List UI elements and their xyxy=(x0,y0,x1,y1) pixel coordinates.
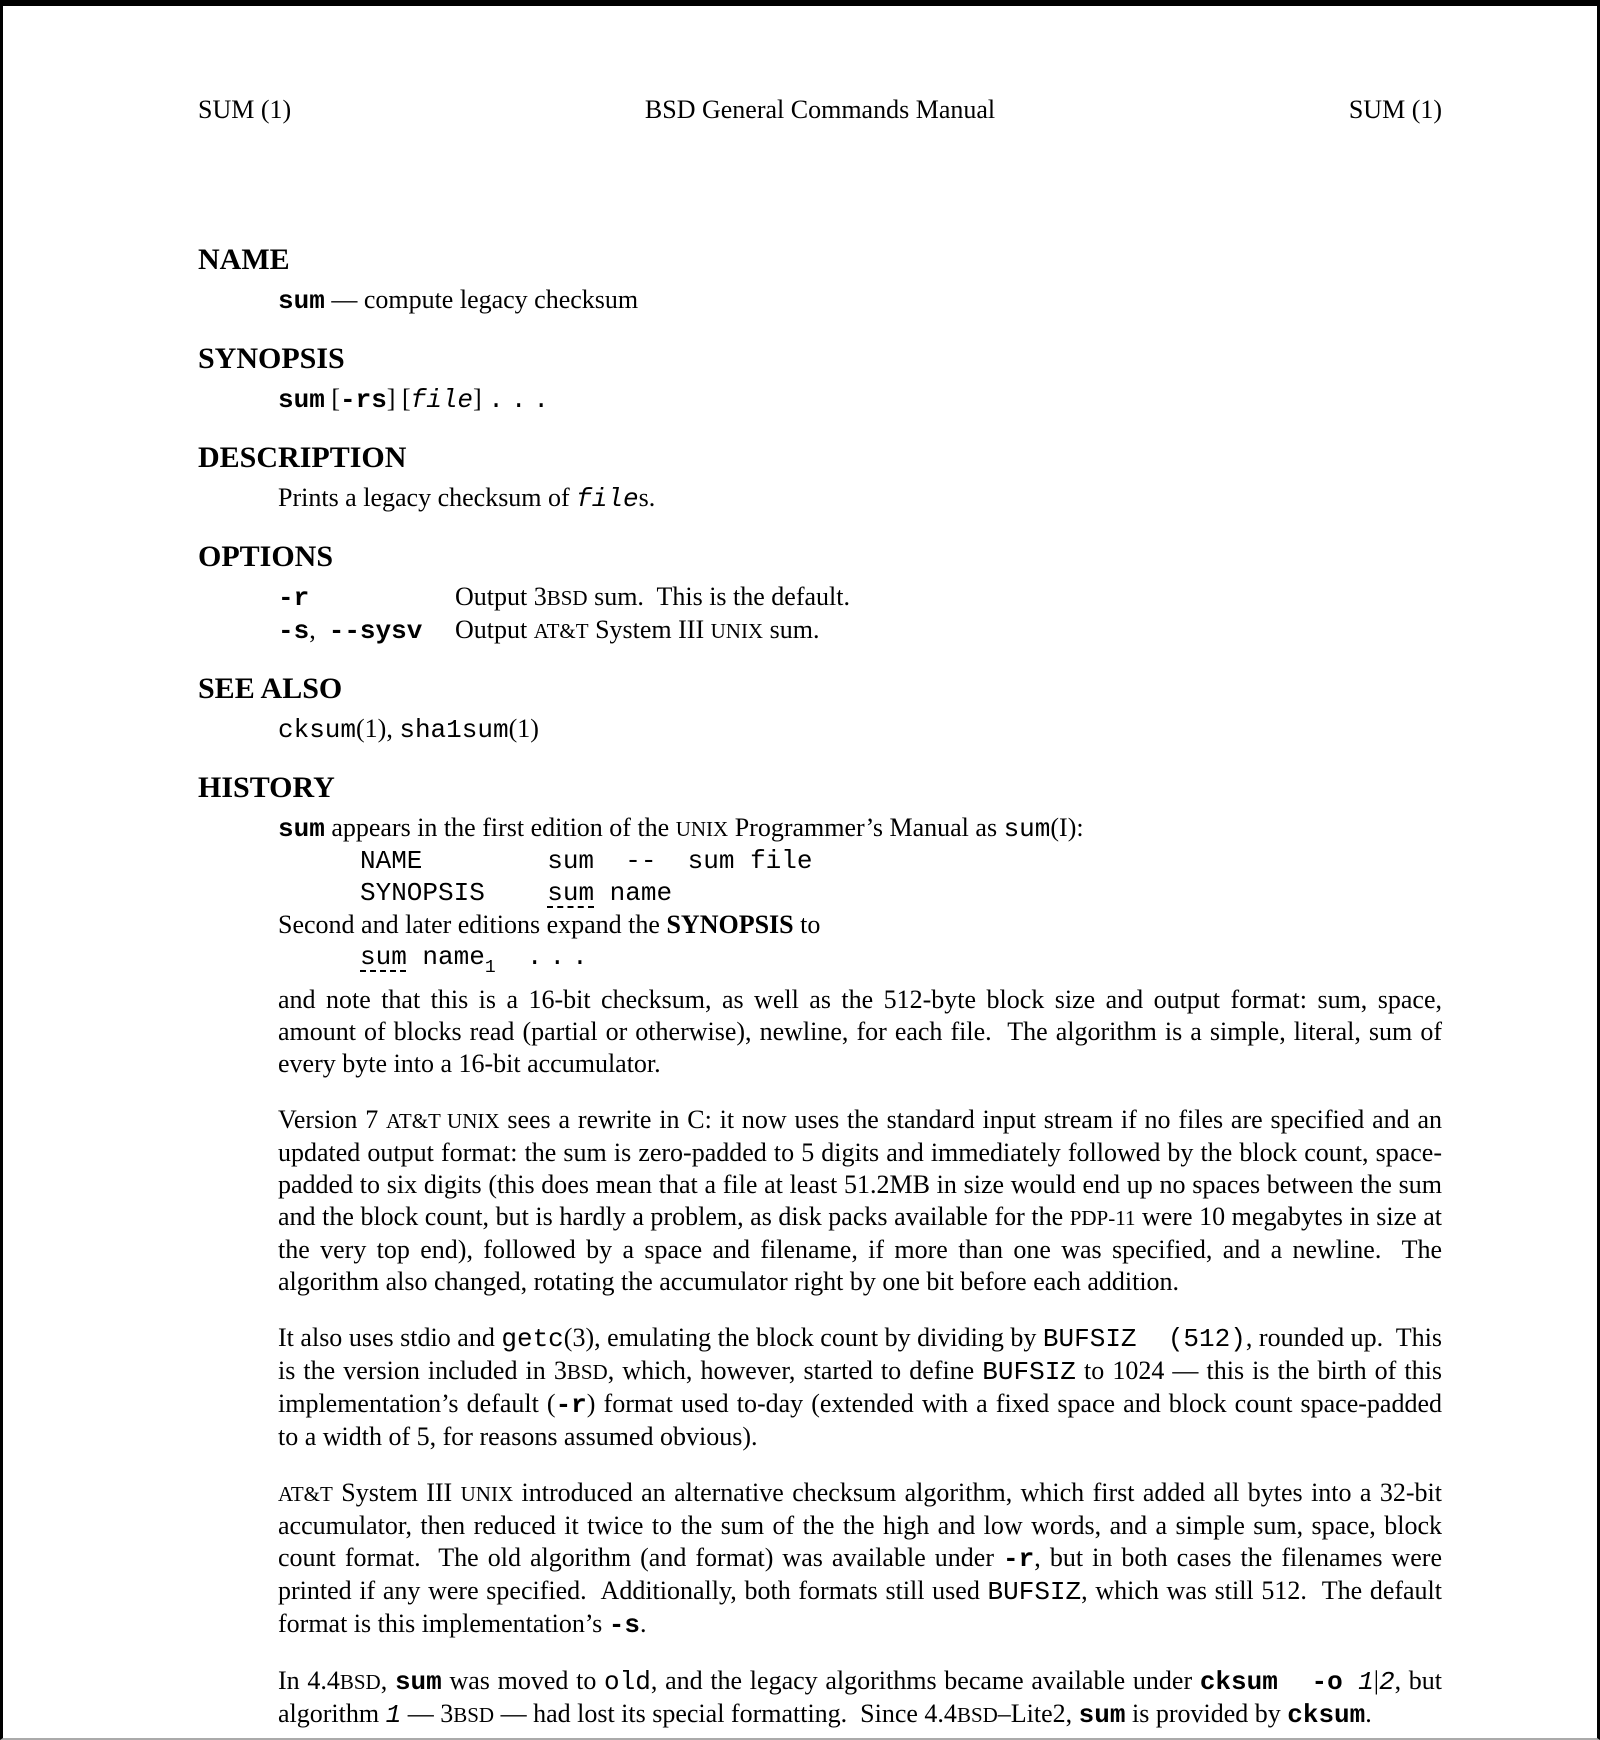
history-paragraph-44bsd: In 4.4BSD, sum was moved to old, and the legacy algorithms became available under cksum -o 1|2, but algorithm 1 — 3BSD — had lost its special formatting. Since 4.4BSD–Lite2, sum is provided by cksum. xyxy=(278,1666,1449,1730)
option-row xyxy=(278,581,1442,614)
section-heading-name: NAME xyxy=(198,243,290,276)
history-code-excerpt-line: NAME sum -- sum file xyxy=(360,846,813,876)
section-heading-synopsis: SYNOPSIS xyxy=(198,342,345,375)
option-description: Output 3BSD sum. This is the default. xyxy=(455,582,850,611)
see-also-section-body xyxy=(278,713,1442,746)
header-left-title: SUM (1) xyxy=(198,95,292,124)
option-description: Output AT&T System III UNIX sum. xyxy=(455,615,820,644)
history-section-body xyxy=(278,812,1449,1731)
history-paragraph-intro: sum appears in the first edition of the UNIX Programmer’s Manual as sum(I): xyxy=(278,813,1084,844)
description-section-body xyxy=(278,482,1442,515)
synopsis-section-body xyxy=(278,383,1442,416)
section-heading-description: DESCRIPTION xyxy=(198,441,407,474)
history-paragraph-expand: Second and later editions expand the SYNOPSIS to xyxy=(278,910,821,939)
history-code-excerpt-line: sum name$_1$ ... xyxy=(360,942,595,978)
header-right-title: SUM (1) xyxy=(1348,95,1443,124)
name-line: sum — compute legacy checksum xyxy=(278,285,639,316)
history-paragraph-checksum: and note that this is a 16-bit checksum, as well as the 512-byte block size and output format: sum, space, amount of blocks read (partial or otherwise), newline, for each file. The algorithm is a simple, literal, sum of every byte into a 16-bit accumulator. xyxy=(278,985,1449,1078)
option-flag: -r xyxy=(278,583,310,613)
name-section-body xyxy=(278,284,1442,317)
header-center-title: BSD General Commands Manual xyxy=(644,95,996,124)
page-header xyxy=(198,94,1442,126)
synopsis-line: sum [-rs] [file] ... xyxy=(278,384,557,415)
history-paragraph-system3: AT&T System III UNIX introduced an alternative checksum algorithm, which first added all bytes into a 32-bit accumulator, then reduced it twice to the sum of the the high and low words, and a simple sum, space, block count format. The old algorithm (and format) was available under -r, but in both cases the filenames were printed if any were specified. Additionally, both formats still used BUFSIZ, which was still 512. The default format is this implementation’s -s. xyxy=(278,1478,1449,1640)
section-heading-options: OPTIONS xyxy=(198,540,334,573)
history-code-excerpt-line: SYNOPSIS sum name xyxy=(360,878,673,908)
options-list xyxy=(278,581,1442,647)
section-heading-see-also: SEE ALSO xyxy=(198,672,343,705)
section-heading-history: HISTORY xyxy=(198,771,335,804)
description-line: Prints a legacy checksum of files. xyxy=(278,483,656,514)
manual-body xyxy=(198,243,1449,1731)
history-paragraph-version7: Version 7 AT&T UNIX sees a rewrite in C: it now uses the standard input stream if no files are specified and an updated output format: the sum is zero-padded to 5 digits and immediately followed by the block count, space-padded to six digits (this does mean that a file at least 51.2MB in size would end up no spaces between the sum and the block count, but is hardly a problem, as disk packs available for the PDP-11 were 10 megabytes in size at the very top end), followed by a space and filename, if more than one was specified, and a newline. The algorithm also changed, rotating the accumulator right by one bit before each addition. xyxy=(278,1105,1449,1296)
option-row xyxy=(278,614,1442,647)
see-also-line: cksum(1), sha1sum(1) xyxy=(278,714,539,745)
option-flag: -s, --sysv xyxy=(278,615,423,646)
history-paragraph-stdio: It also uses stdio and getc(3), emulating the block count by dividing by BUFSIZ (512), rounded up. This is the version included in 3BSD, which, however, started to define BUFSIZ to 1024 — this is the birth of this implementation’s default (-r) format used to-day (extended with a fixed space and block count space-padded to a width of 5, for reasons assumed obvious). xyxy=(278,1323,1449,1451)
